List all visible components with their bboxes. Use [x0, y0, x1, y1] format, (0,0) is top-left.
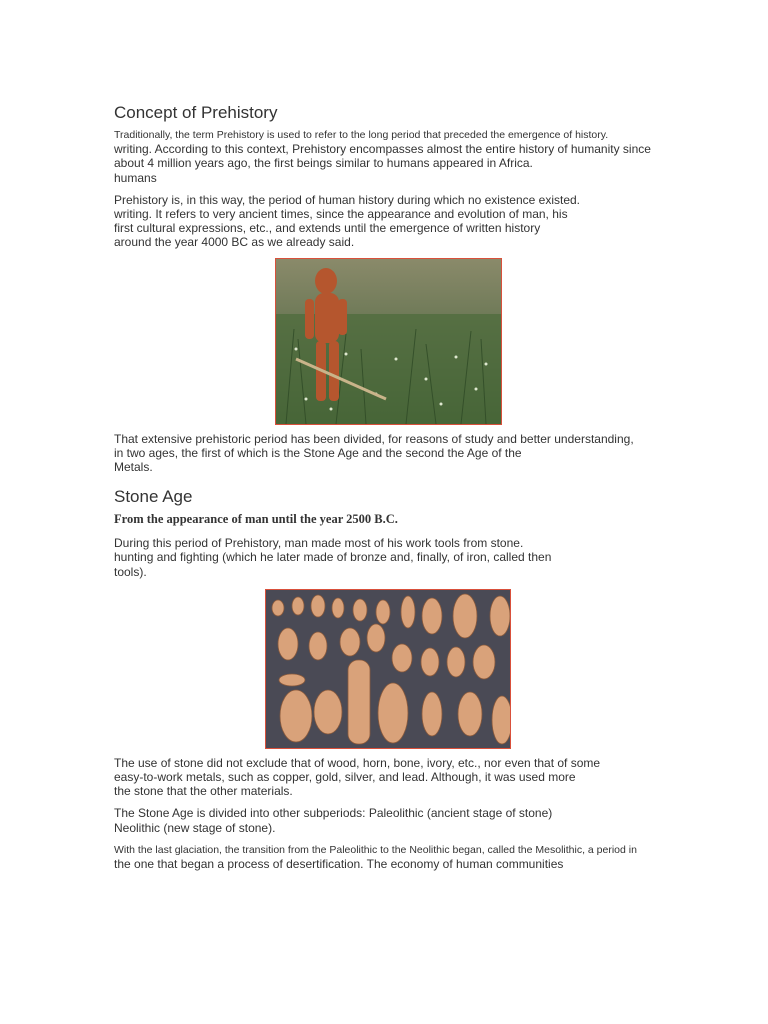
section-title-stone-age: Stone Age: [114, 487, 193, 507]
text-line: With the last glaciation, the transition from the Paleolithic to the Neolithic began, called the Mesolithic, a period in: [114, 843, 637, 856]
paragraph-prehistory-division: [114, 432, 674, 475]
paragraph-stone-subperiods: [114, 806, 674, 834]
text-line: That extensive prehistoric period has been divided, for reasons of study and better understanding,: [114, 431, 634, 446]
text-line: in two ages, the first of which is the Stone Age and the second the Age of the: [114, 445, 522, 460]
text-line: Metals.: [114, 460, 153, 475]
text-line: the stone that the other materials.: [114, 784, 293, 799]
text-line: writing. It refers to very ancient times, since the appearance and evolution of man, his: [114, 207, 568, 222]
paragraph-stone-materials: [114, 756, 674, 799]
document-page: [114, 102, 674, 879]
text-line: tools).: [114, 564, 147, 579]
text-line: writing. According to this context, Prehistory encompasses almost the entire history of humanity since: [114, 142, 651, 157]
hominid-illustration: [275, 258, 502, 425]
text-line: Traditionally, the term Prehistory is used to refer to the long period that preceded the emergence of history.: [114, 129, 609, 141]
text-line: hunting and fighting (which he later made of bronze and, finally, of iron, called then: [114, 550, 552, 565]
text-line: about 4 million years ago, the first beings similar to humans appeared in Africa.: [114, 156, 533, 171]
paragraph-stone-tools: [114, 536, 674, 579]
paragraph-prehistory-definition: [114, 193, 674, 250]
stone-tools-photo: [265, 589, 511, 749]
text-line: around the year 4000 BC as we already said.: [114, 235, 355, 250]
text-line: Prehistory is, in this way, the period of human history during which no existence existed.: [114, 192, 581, 207]
paragraph-prehistory-intro: [114, 128, 674, 185]
text-line: Neolithic (new stage of stone).: [114, 820, 276, 835]
paragraph-mesolithic: [114, 843, 674, 871]
text-line: humans: [114, 170, 157, 185]
text-line: easy-to-work metals, such as copper, gold, silver, and lead. Although, it was used more: [114, 770, 576, 785]
text-line: the one that began a process of desertification. The economy of human communities: [114, 857, 564, 872]
section-subtitle: From the appearance of man until the year 2500 B.C.: [114, 512, 398, 527]
text-line: The Stone Age is divided into other subperiods: Paleolithic (ancient stage of stone): [114, 806, 553, 821]
text-line: The use of stone did not exclude that of wood, horn, bone, ivory, etc., nor even that of some: [114, 755, 601, 770]
section-title-prehistory: Concept of Prehistory: [114, 103, 278, 122]
text-line: first cultural expressions, etc., and extends until the emergence of written history: [114, 221, 541, 236]
text-line: During this period of Prehistory, man made most of his work tools from stone.: [114, 536, 524, 551]
